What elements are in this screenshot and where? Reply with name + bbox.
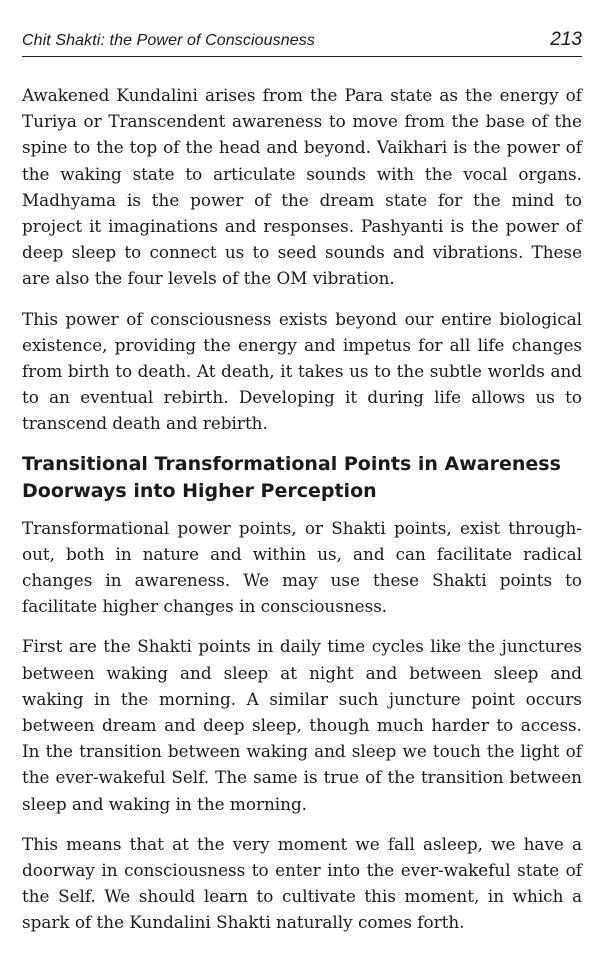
paragraph: First are the Shakti points in daily time cycles like the junctures between waking and sleep at night and between sleep and waking in the morning. A similar such juncture point occurs between dream and deep sleep, though much harder to access. In the transition between waking and sleep we touch the light of the ever-wakeful Self. The same is true of the transition between sleep and waking in the morning. <box>22 636 582 814</box>
running-title: Chit Shakti: the Power of Consciousness <box>22 32 315 49</box>
running-header <box>22 28 582 57</box>
section-heading-line: Doorways into Higher Perception <box>22 479 377 502</box>
paragraph: This power of consciousness exists beyond our entire biological existence, providing the energy and impetus for all life changes from birth to death. At death, it takes us to the subtle worlds and to an eventual rebirth. Developing it during life allows us to transcend death and rebirth. <box>22 308 582 434</box>
body-text <box>22 82 582 950</box>
paragraph: This means that at the very moment we fall asleep, we have a doorway in consciousness to enter into the ever-wakeful state of the Self. We should learn to cultivate this moment, in which a spark of the Kundalini Shakti naturally comes forth. <box>22 833 582 933</box>
section-heading <box>22 451 582 505</box>
paragraph: Transformational power points, or Shakti points, exist throughout, both in nature and within us, and can facilitate radical changes in awareness. We may use these Shakti points to facilitate higher changes in consciousness. <box>22 517 582 617</box>
page-number: 213 <box>550 29 582 50</box>
book-page <box>22 0 582 977</box>
section-heading-line: Transitional Transformational Points in Awareness <box>22 452 561 475</box>
paragraph: Awakened Kundalini arises from the Para state as the energy of Turiya or Transcendent awareness to move from the base of the spine to the top of the head and beyond. Vaikhari is the power of the waking state to articulate sounds with the vocal organs. Madhyama is the power of the dream state for the mind to project it imaginations and responses. Pashyanti is the power of deep sleep to connect us to seed sounds and vibrations. These are also the four levels of the OM vibration. <box>22 85 582 289</box>
